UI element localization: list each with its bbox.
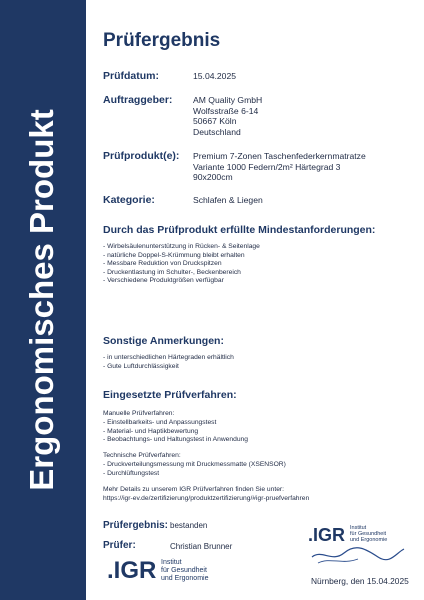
pruefdatum-label: Prüfdatum: — [103, 70, 159, 82]
pruefprodukt-line: Premium 7-Zonen Taschenfederkernmatratze — [193, 151, 366, 161]
result-label: Prüfergebnis: — [103, 520, 169, 531]
result-value: bestanden — [170, 521, 208, 530]
seal-line2: für Gesundheit — [350, 531, 387, 537]
details-line: Mehr Details zu unserem IGR Prüfverfahren finden Sie unter: — [103, 486, 285, 493]
page-title: Prüfergebnis — [103, 30, 221, 51]
pruefer-label: Prüfer: — [103, 540, 136, 551]
logo-line2: für Gesundheit — [161, 567, 207, 574]
list-item: - Druckverteilungsmessung mit Druckmessmatte (XSENSOR) — [103, 461, 286, 468]
pruefprodukt-label: Prüfprodukt(e): — [103, 150, 180, 162]
certificate-content — [103, 0, 421, 600]
verfahren-heading: Eingesetzte Prüfverfahren: — [103, 389, 237, 401]
list-item: - Beobachtungs- und Haltungstest in Anwendung — [103, 436, 248, 444]
list-item: - Messbare Reduktion von Druckspitzen — [103, 260, 222, 268]
igr-seal-icon — [300, 519, 412, 571]
tech-title: Technische Prüfverfahren: — [103, 452, 181, 459]
list-item: - natürliche Doppel-S-Krümmung bleibt erhalten — [103, 251, 245, 259]
list-item: - Verschiedene Produktgrößen verfügbar — [103, 277, 224, 285]
list-item: - Gute Luftdurchlässigkeit — [103, 362, 179, 370]
list-item: - Wirbelsäulenunterstützung in Rücken- & Seitenlage — [103, 243, 260, 250]
list-item: - Material- und Haptikbewertung — [103, 427, 199, 435]
pruefprodukt-value — [193, 151, 366, 183]
sidebar-title: Ergonomisches Produkt — [23, 109, 60, 491]
auftraggeber-label: Auftraggeber: — [103, 94, 173, 106]
footer-date: Nürnberg, den 15.04.2025 — [311, 576, 409, 586]
pruefdatum-value: 15.04.2025 — [193, 71, 237, 81]
details-url: https://igr-ev.de/zertifizierung/produktzertifizierung/#igr-pruefverfahren — [103, 495, 310, 502]
auftraggeber-line: 50667 Köln — [193, 116, 237, 126]
mindest-heading: Durch das Prüfprodukt erfüllte Mindestanforderungen: — [103, 224, 376, 236]
sidebar-band — [0, 0, 86, 600]
logo-igr-text: .IGR — [107, 557, 157, 584]
list-item: - Einstellbarkeits- und Anpassungstest — [103, 419, 217, 426]
signature-stroke — [312, 548, 404, 560]
logo-line3: und Ergonomie — [161, 575, 209, 582]
igr-logo-icon — [107, 552, 227, 588]
auftraggeber-line: AM Quality GmbH — [193, 95, 263, 105]
pruefer-value: Christian Brunner — [170, 542, 233, 551]
list-item: - in unterschiedlichen Härtegraden erhältlich — [103, 354, 234, 361]
auftraggeber-line: Wolfsstraße 6-14 — [193, 105, 259, 116]
tech-list — [103, 461, 286, 478]
manual-list — [103, 419, 248, 445]
logo-line1: Institut — [161, 559, 182, 566]
seal-igr-text: .IGR — [308, 525, 346, 545]
list-item: - Druckentlastung im Schulter-, Beckenbereich — [103, 268, 241, 276]
sonstige-heading: Sonstige Anmerkungen: — [103, 335, 224, 347]
manual-title: Manuelle Prüfverfahren: — [103, 410, 175, 417]
sonstige-list — [103, 354, 234, 371]
pruefprodukt-line: 90x200cm — [193, 172, 233, 182]
pruefprodukt-line: Variante 1000 Federn/2m² Härtegrad 3 — [193, 161, 341, 172]
seal-line1: Institut — [350, 525, 367, 531]
mindest-list — [103, 243, 260, 286]
list-item: - Durchlüftungstest — [103, 469, 160, 477]
kategorie-label: Kategorie: — [103, 194, 155, 206]
signature-stroke — [318, 559, 358, 563]
kategorie-value: Schlafen & Liegen — [193, 195, 263, 205]
seal-line3: und Ergonomie — [350, 537, 388, 543]
auftraggeber-value — [193, 95, 262, 137]
auftraggeber-line: Deutschland — [193, 126, 241, 137]
